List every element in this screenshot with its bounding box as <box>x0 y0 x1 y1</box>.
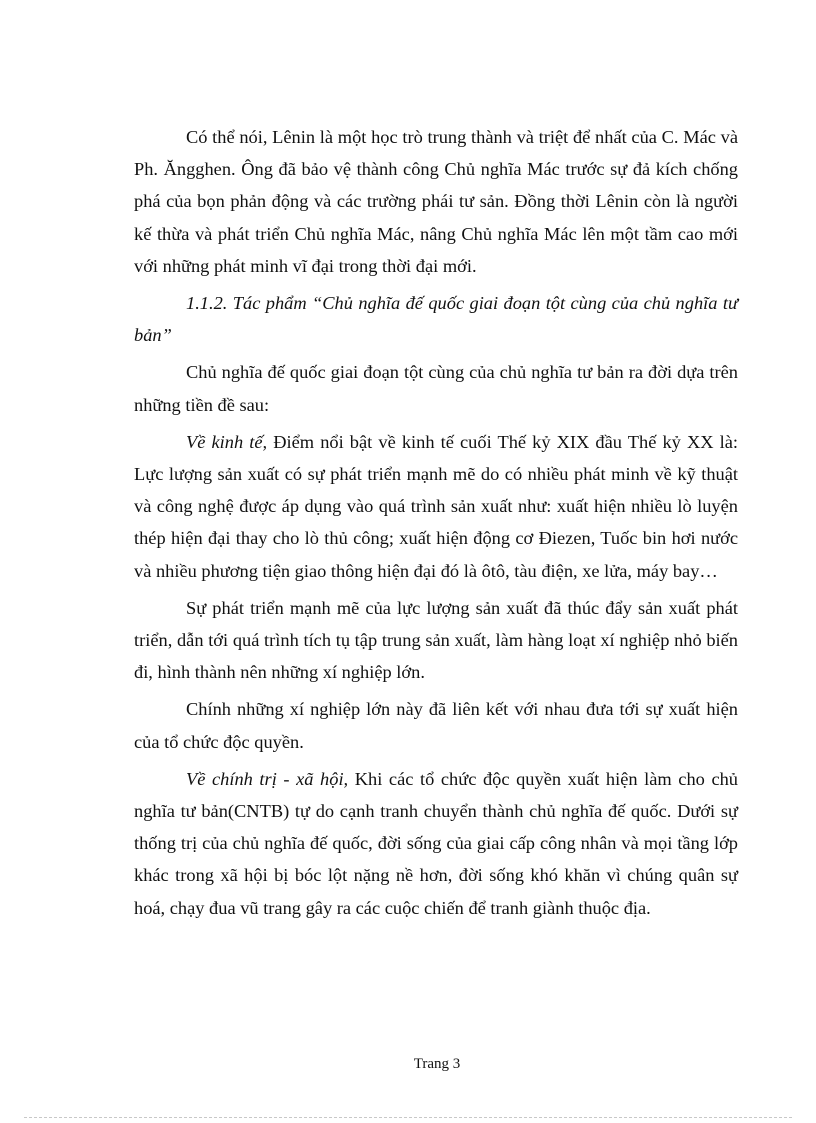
page-break-divider <box>24 1117 792 1118</box>
section-heading-1-1-2: 1.1.2. Tác phẩm “Chủ nghĩa đế quốc giai đoạn tột cùng của chủ nghĩa tư bản” <box>134 293 738 346</box>
paragraph-monopoly-emergence: Chính những xí nghiệp lớn này đã liên kết với nhau đưa tới sự xuất hiện của tổ chức độc quyền. <box>134 699 738 752</box>
page-body <box>134 121 738 929</box>
paragraph-economic-premise <box>134 426 738 587</box>
paragraph-premises-intro: Chủ nghĩa đế quốc giai đoạn tột cùng của chủ nghĩa tư bản ra đời dựa trên những tiền đề sau: <box>134 362 738 415</box>
paragraph-production-growth: Sự phát triển mạnh mẽ của lực lượng sản xuất đã thúc đẩy sản xuất phát triển, dẫn tới quá trình tích tụ tập trung sản xuất, làm hàng loạt xí nghiệp nhỏ biến đi, hình thành nên những xí nghiệp lớn. <box>134 597 738 683</box>
paragraph-lenin-intro: Có thể nói, Lênin là một học trò trung thành và triệt để nhất của C. Mác và Ph. Ăngghen. Ông đã bảo vệ thành công Chủ nghĩa Mác trước sự đả kích chống phá của bọn phản động và các trường phái tư sản. Đồng thời Lênin còn là người kế thừa và phát triển Chủ nghĩa Mác, nâng Chủ nghĩa Mác lên một tầm cao mới với những phát minh vĩ đại trong thời đại mới. <box>134 127 738 276</box>
economic-body-text: Điểm nổi bật về kinh tế cuối Thế kỷ XIX đầu Thế kỷ XX là: Lực lượng sản xuất có sự phát triển mạnh mẽ do có nhiều phát minh về kỹ thuật và công nghệ được áp dụng vào quá trình sản xuất như: xuất hiện nhiều lò luyện thép hiện đại thay cho lò thủ công; xuất hiện động cơ Điezen, Tuốc bin hơi nước và nhiều phương tiện giao thông hiện đại đó là ôtô, tàu điện, xe lửa, máy bay… <box>134 431 738 581</box>
paragraph-political-social-premise <box>134 763 738 924</box>
political-lead-label: Về chính trị - xã hội, <box>186 768 349 789</box>
economic-lead-label: Về kinh tế, <box>186 431 268 452</box>
page-number: Trang 3 <box>413 1056 461 1072</box>
political-body-text: Khi các tổ chức độc quyền xuất hiện làm cho chủ nghĩa tư bản(CNTB) tự do cạnh tranh chuyển thành chủ nghĩa đế quốc. Dưới sự thống trị của chủ nghĩa đế quốc, đời sống của giai cấp công nhân và mọi tầng lớp khác trong xã hội bị bóc lột nặng nề hơn, đời sống khó khăn vì chúng quân sự hoá, chạy đua vũ trang gây ra các cuộc chiến để tranh giành thuộc địa. <box>134 768 738 918</box>
